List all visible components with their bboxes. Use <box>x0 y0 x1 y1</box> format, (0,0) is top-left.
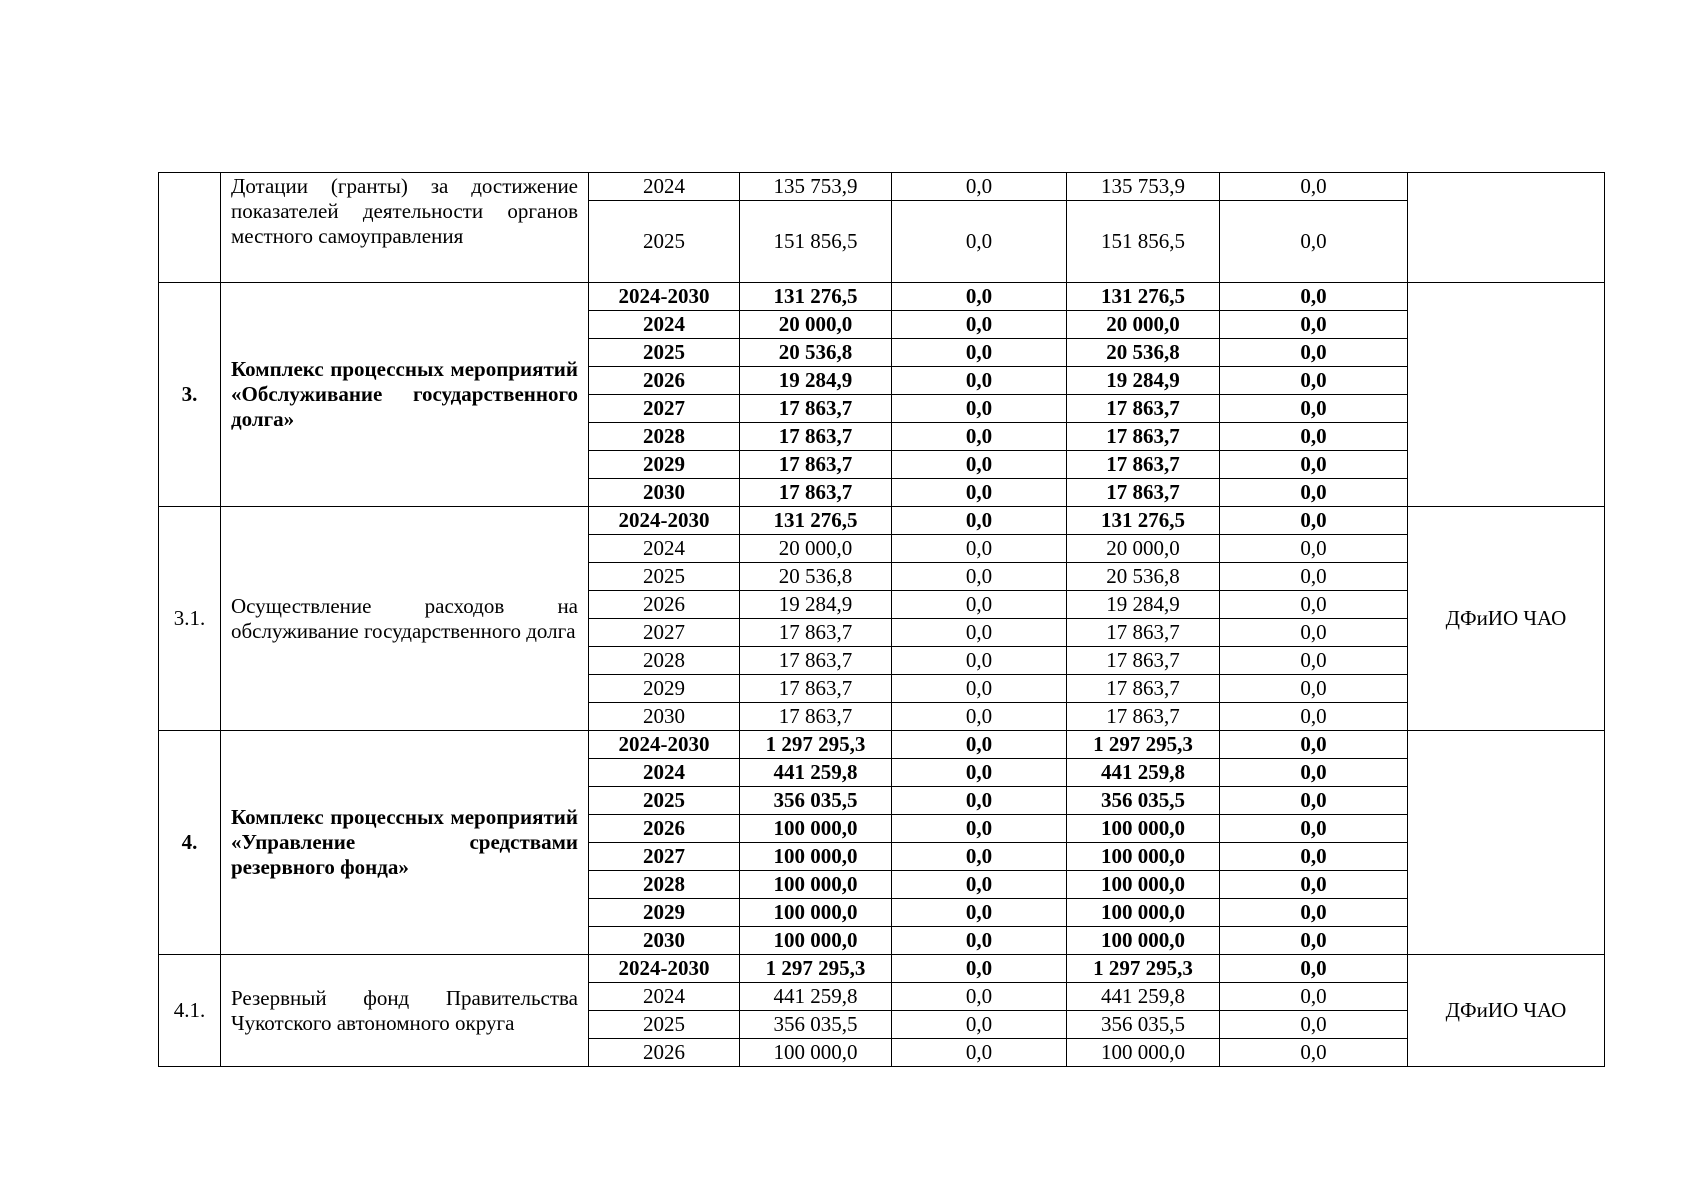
other-sources-cell: 0,0 <box>1220 703 1408 731</box>
federal-budget-cell: 0,0 <box>892 815 1067 843</box>
federal-budget-cell: 0,0 <box>892 675 1067 703</box>
total-cell: 17 863,7 <box>740 675 892 703</box>
total-cell: 19 284,9 <box>740 591 892 619</box>
other-sources-cell: 0,0 <box>1220 173 1408 201</box>
federal-budget-cell: 0,0 <box>892 955 1067 983</box>
total-cell: 135 753,9 <box>740 173 892 201</box>
regional-budget-cell: 131 276,5 <box>1067 283 1220 311</box>
total-cell: 441 259,8 <box>740 983 892 1011</box>
executor-cell <box>1408 731 1605 955</box>
federal-budget-cell: 0,0 <box>892 703 1067 731</box>
other-sources-cell: 0,0 <box>1220 507 1408 535</box>
federal-budget-cell: 0,0 <box>892 871 1067 899</box>
other-sources-cell: 0,0 <box>1220 451 1408 479</box>
regional-budget-cell: 20 000,0 <box>1067 311 1220 339</box>
other-sources-cell: 0,0 <box>1220 1011 1408 1039</box>
total-cell: 131 276,5 <box>740 283 892 311</box>
year-cell: 2024 <box>589 983 740 1011</box>
total-cell: 20 000,0 <box>740 535 892 563</box>
regional-budget-cell: 356 035,5 <box>1067 1011 1220 1039</box>
federal-budget-cell: 0,0 <box>892 843 1067 871</box>
federal-budget-cell: 0,0 <box>892 395 1067 423</box>
regional-budget-cell: 17 863,7 <box>1067 395 1220 423</box>
regional-budget-cell: 19 284,9 <box>1067 367 1220 395</box>
other-sources-cell: 0,0 <box>1220 731 1408 759</box>
year-cell: 2028 <box>589 647 740 675</box>
regional-budget-cell: 441 259,8 <box>1067 759 1220 787</box>
year-cell: 2025 <box>589 787 740 815</box>
year-cell: 2029 <box>589 899 740 927</box>
year-cell: 2026 <box>589 591 740 619</box>
regional-budget-cell: 19 284,9 <box>1067 591 1220 619</box>
year-cell: 2024-2030 <box>589 955 740 983</box>
regional-budget-cell: 151 856,5 <box>1067 201 1220 283</box>
total-cell: 17 863,7 <box>740 451 892 479</box>
other-sources-cell: 0,0 <box>1220 843 1408 871</box>
total-cell: 100 000,0 <box>740 815 892 843</box>
federal-budget-cell: 0,0 <box>892 731 1067 759</box>
regional-budget-cell: 1 297 295,3 <box>1067 955 1220 983</box>
total-cell: 100 000,0 <box>740 1039 892 1067</box>
year-cell: 2024-2030 <box>589 507 740 535</box>
other-sources-cell: 0,0 <box>1220 201 1408 283</box>
year-cell: 2025 <box>589 339 740 367</box>
table-row <box>159 283 1605 311</box>
item-title: Дотации (гранты) за достижение показателей деятельности органов местного самоуправления <box>221 173 589 283</box>
federal-budget-cell: 0,0 <box>892 927 1067 955</box>
other-sources-cell: 0,0 <box>1220 815 1408 843</box>
year-cell: 2028 <box>589 423 740 451</box>
year-cell: 2030 <box>589 927 740 955</box>
program-funding-table <box>158 172 1605 1067</box>
regional-budget-cell: 17 863,7 <box>1067 423 1220 451</box>
total-cell: 1 297 295,3 <box>740 955 892 983</box>
other-sources-cell: 0,0 <box>1220 787 1408 815</box>
other-sources-cell: 0,0 <box>1220 479 1408 507</box>
other-sources-cell: 0,0 <box>1220 563 1408 591</box>
federal-budget-cell: 0,0 <box>892 479 1067 507</box>
year-cell: 2026 <box>589 1039 740 1067</box>
regional-budget-cell: 17 863,7 <box>1067 703 1220 731</box>
other-sources-cell: 0,0 <box>1220 675 1408 703</box>
regional-budget-cell: 100 000,0 <box>1067 927 1220 955</box>
federal-budget-cell: 0,0 <box>892 451 1067 479</box>
regional-budget-cell: 100 000,0 <box>1067 843 1220 871</box>
total-cell: 100 000,0 <box>740 899 892 927</box>
total-cell: 151 856,5 <box>740 201 892 283</box>
executor-cell <box>1408 283 1605 507</box>
year-cell: 2024-2030 <box>589 731 740 759</box>
total-cell: 17 863,7 <box>740 703 892 731</box>
year-cell: 2025 <box>589 563 740 591</box>
total-cell: 17 863,7 <box>740 479 892 507</box>
item-title: Комплекс процессных мероприятий «Управление средствами резервного фонда» <box>221 731 589 955</box>
executor-cell: ДФиИО ЧАО <box>1408 955 1605 1067</box>
federal-budget-cell: 0,0 <box>892 787 1067 815</box>
other-sources-cell: 0,0 <box>1220 955 1408 983</box>
regional-budget-cell: 441 259,8 <box>1067 983 1220 1011</box>
total-cell: 1 297 295,3 <box>740 731 892 759</box>
total-cell: 100 000,0 <box>740 927 892 955</box>
federal-budget-cell: 0,0 <box>892 647 1067 675</box>
total-cell: 441 259,8 <box>740 759 892 787</box>
federal-budget-cell: 0,0 <box>892 367 1067 395</box>
total-cell: 100 000,0 <box>740 871 892 899</box>
total-cell: 20 536,8 <box>740 563 892 591</box>
total-cell: 20 536,8 <box>740 339 892 367</box>
federal-budget-cell: 0,0 <box>892 201 1067 283</box>
table-row <box>159 955 1605 983</box>
regional-budget-cell: 131 276,5 <box>1067 507 1220 535</box>
item-number: 3. <box>159 283 221 507</box>
other-sources-cell: 0,0 <box>1220 591 1408 619</box>
federal-budget-cell: 0,0 <box>892 1011 1067 1039</box>
year-cell: 2029 <box>589 451 740 479</box>
item-number: 4.1. <box>159 955 221 1067</box>
regional-budget-cell: 17 863,7 <box>1067 675 1220 703</box>
other-sources-cell: 0,0 <box>1220 311 1408 339</box>
regional-budget-cell: 1 297 295,3 <box>1067 731 1220 759</box>
other-sources-cell: 0,0 <box>1220 1039 1408 1067</box>
other-sources-cell: 0,0 <box>1220 283 1408 311</box>
year-cell: 2030 <box>589 703 740 731</box>
regional-budget-cell: 17 863,7 <box>1067 479 1220 507</box>
item-title: Резервный фонд Правительства Чукотского автономного округа <box>221 955 589 1067</box>
other-sources-cell: 0,0 <box>1220 395 1408 423</box>
executor-cell: ДФиИО ЧАО <box>1408 507 1605 731</box>
total-cell: 20 000,0 <box>740 311 892 339</box>
regional-budget-cell: 135 753,9 <box>1067 173 1220 201</box>
other-sources-cell: 0,0 <box>1220 983 1408 1011</box>
year-cell: 2030 <box>589 479 740 507</box>
regional-budget-cell: 100 000,0 <box>1067 1039 1220 1067</box>
item-number <box>159 173 221 283</box>
federal-budget-cell: 0,0 <box>892 983 1067 1011</box>
other-sources-cell: 0,0 <box>1220 759 1408 787</box>
federal-budget-cell: 0,0 <box>892 423 1067 451</box>
item-title: Осуществление расходов на обслуживание государственного долга <box>221 507 589 731</box>
total-cell: 356 035,5 <box>740 787 892 815</box>
item-title: Комплекс процессных мероприятий «Обслуживание государственного долга» <box>221 283 589 507</box>
other-sources-cell: 0,0 <box>1220 871 1408 899</box>
federal-budget-cell: 0,0 <box>892 283 1067 311</box>
year-cell: 2027 <box>589 395 740 423</box>
year-cell: 2025 <box>589 201 740 283</box>
item-number: 3.1. <box>159 507 221 731</box>
other-sources-cell: 0,0 <box>1220 423 1408 451</box>
regional-budget-cell: 100 000,0 <box>1067 899 1220 927</box>
total-cell: 17 863,7 <box>740 423 892 451</box>
table-row <box>159 731 1605 759</box>
table-body <box>159 173 1605 1067</box>
year-cell: 2024 <box>589 311 740 339</box>
regional-budget-cell: 17 863,7 <box>1067 619 1220 647</box>
total-cell: 19 284,9 <box>740 367 892 395</box>
total-cell: 17 863,7 <box>740 395 892 423</box>
year-cell: 2026 <box>589 815 740 843</box>
item-number: 4. <box>159 731 221 955</box>
regional-budget-cell: 17 863,7 <box>1067 451 1220 479</box>
other-sources-cell: 0,0 <box>1220 535 1408 563</box>
executor-cell <box>1408 173 1605 283</box>
year-cell: 2025 <box>589 1011 740 1039</box>
year-cell: 2027 <box>589 619 740 647</box>
year-cell: 2024 <box>589 759 740 787</box>
federal-budget-cell: 0,0 <box>892 339 1067 367</box>
total-cell: 356 035,5 <box>740 1011 892 1039</box>
other-sources-cell: 0,0 <box>1220 339 1408 367</box>
year-cell: 2027 <box>589 843 740 871</box>
regional-budget-cell: 100 000,0 <box>1067 871 1220 899</box>
regional-budget-cell: 20 536,8 <box>1067 339 1220 367</box>
federal-budget-cell: 0,0 <box>892 591 1067 619</box>
federal-budget-cell: 0,0 <box>892 1039 1067 1067</box>
regional-budget-cell: 20 536,8 <box>1067 563 1220 591</box>
year-cell: 2024-2030 <box>589 283 740 311</box>
regional-budget-cell: 356 035,5 <box>1067 787 1220 815</box>
federal-budget-cell: 0,0 <box>892 173 1067 201</box>
other-sources-cell: 0,0 <box>1220 647 1408 675</box>
federal-budget-cell: 0,0 <box>892 563 1067 591</box>
regional-budget-cell: 20 000,0 <box>1067 535 1220 563</box>
year-cell: 2024 <box>589 173 740 201</box>
year-cell: 2028 <box>589 871 740 899</box>
total-cell: 17 863,7 <box>740 619 892 647</box>
other-sources-cell: 0,0 <box>1220 619 1408 647</box>
federal-budget-cell: 0,0 <box>892 759 1067 787</box>
table-row <box>159 507 1605 535</box>
federal-budget-cell: 0,0 <box>892 507 1067 535</box>
federal-budget-cell: 0,0 <box>892 619 1067 647</box>
year-cell: 2024 <box>589 535 740 563</box>
other-sources-cell: 0,0 <box>1220 927 1408 955</box>
regional-budget-cell: 100 000,0 <box>1067 815 1220 843</box>
table-row <box>159 173 1605 201</box>
total-cell: 131 276,5 <box>740 507 892 535</box>
total-cell: 17 863,7 <box>740 647 892 675</box>
year-cell: 2026 <box>589 367 740 395</box>
federal-budget-cell: 0,0 <box>892 311 1067 339</box>
federal-budget-cell: 0,0 <box>892 899 1067 927</box>
year-cell: 2029 <box>589 675 740 703</box>
other-sources-cell: 0,0 <box>1220 899 1408 927</box>
regional-budget-cell: 17 863,7 <box>1067 647 1220 675</box>
other-sources-cell: 0,0 <box>1220 367 1408 395</box>
total-cell: 100 000,0 <box>740 843 892 871</box>
federal-budget-cell: 0,0 <box>892 535 1067 563</box>
